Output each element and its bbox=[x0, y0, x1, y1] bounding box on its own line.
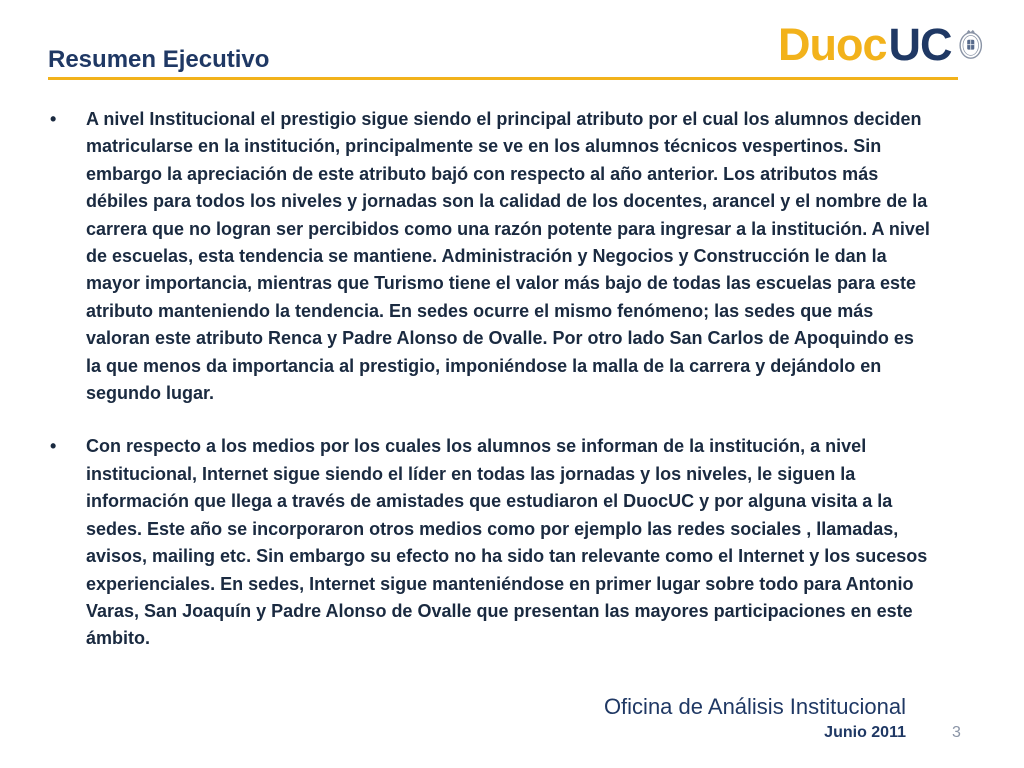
footer-date: Junio 2011 bbox=[824, 724, 906, 741]
university-seal-icon bbox=[958, 21, 984, 67]
page-number: 3 bbox=[952, 724, 961, 741]
bullet-item-medios bbox=[50, 433, 930, 652]
duocuc-logo bbox=[778, 16, 983, 72]
bullet-list bbox=[50, 106, 930, 653]
bullet-item-prestigio bbox=[50, 106, 930, 407]
logo-text-uc: UC bbox=[888, 18, 952, 70]
bullet-text: Con respecto a los medios por los cuales los alumnos se informan de la institución, a nivel institucional, Internet sigue siendo el líder en todas las jornadas y los niveles, le siguen la información que llega a través de amistades que estudiaron el DuocUC y por alguna visita a la sedes. Este año se incorporaron otros medios como por ejemplo las redes sociales , llamadas, avisos, mailing etc. Sin embargo su efecto no ha sido tan relevante como el Internet y los sucesos experienciales. En sedes, Internet sigue manteniéndose en primer lugar sobre todo para Antonio Varas, San Joaquín y Padre Alonso de Ovalle que presentan las mayores participaciones en este ámbito. bbox=[86, 436, 928, 649]
footer-office-name: Oficina de Análisis Institucional bbox=[603, 694, 906, 719]
title-underline bbox=[48, 77, 958, 80]
logo-text-duoc: Duoc bbox=[778, 18, 887, 70]
slide-title: Resumen Ejecutivo bbox=[48, 46, 270, 73]
bullet-text: A nivel Institucional el prestigio sigue siendo el principal atributo por el cual los alumnos deciden matricularse en la institución, principalmente se ve en los alumnos técnicos vespertinos. Sin embargo la apreciación de este atributo bajó con respecto al año anterior. Los atributos más débiles para todos los niveles y jornadas son la calidad de los docentes, arancel y el nombre de la carrera que no logran ser percibidos como una razón potente para ingresar a la institución. A nivel de escuelas, esta tendencia se mantiene. Administración y Negocios y Construcción le dan la mayor importancia, mientras que Turismo tiene el valor más bajo de todas las escuelas para este atributo manteniendo la tendencia. En sedes ocurre el mismo fenómeno; las sedes que más valoran este atributo Renca y Padre Alonso de Ovalle. Por otro lado San Carlos de Apoquindo es la que menos da importancia al prestigio, imponiéndose la malla de la carrera y dejándolo en segundo lugar. bbox=[86, 109, 930, 404]
bullet-marker: • bbox=[50, 436, 57, 457]
bullet-marker: • bbox=[50, 109, 57, 129]
